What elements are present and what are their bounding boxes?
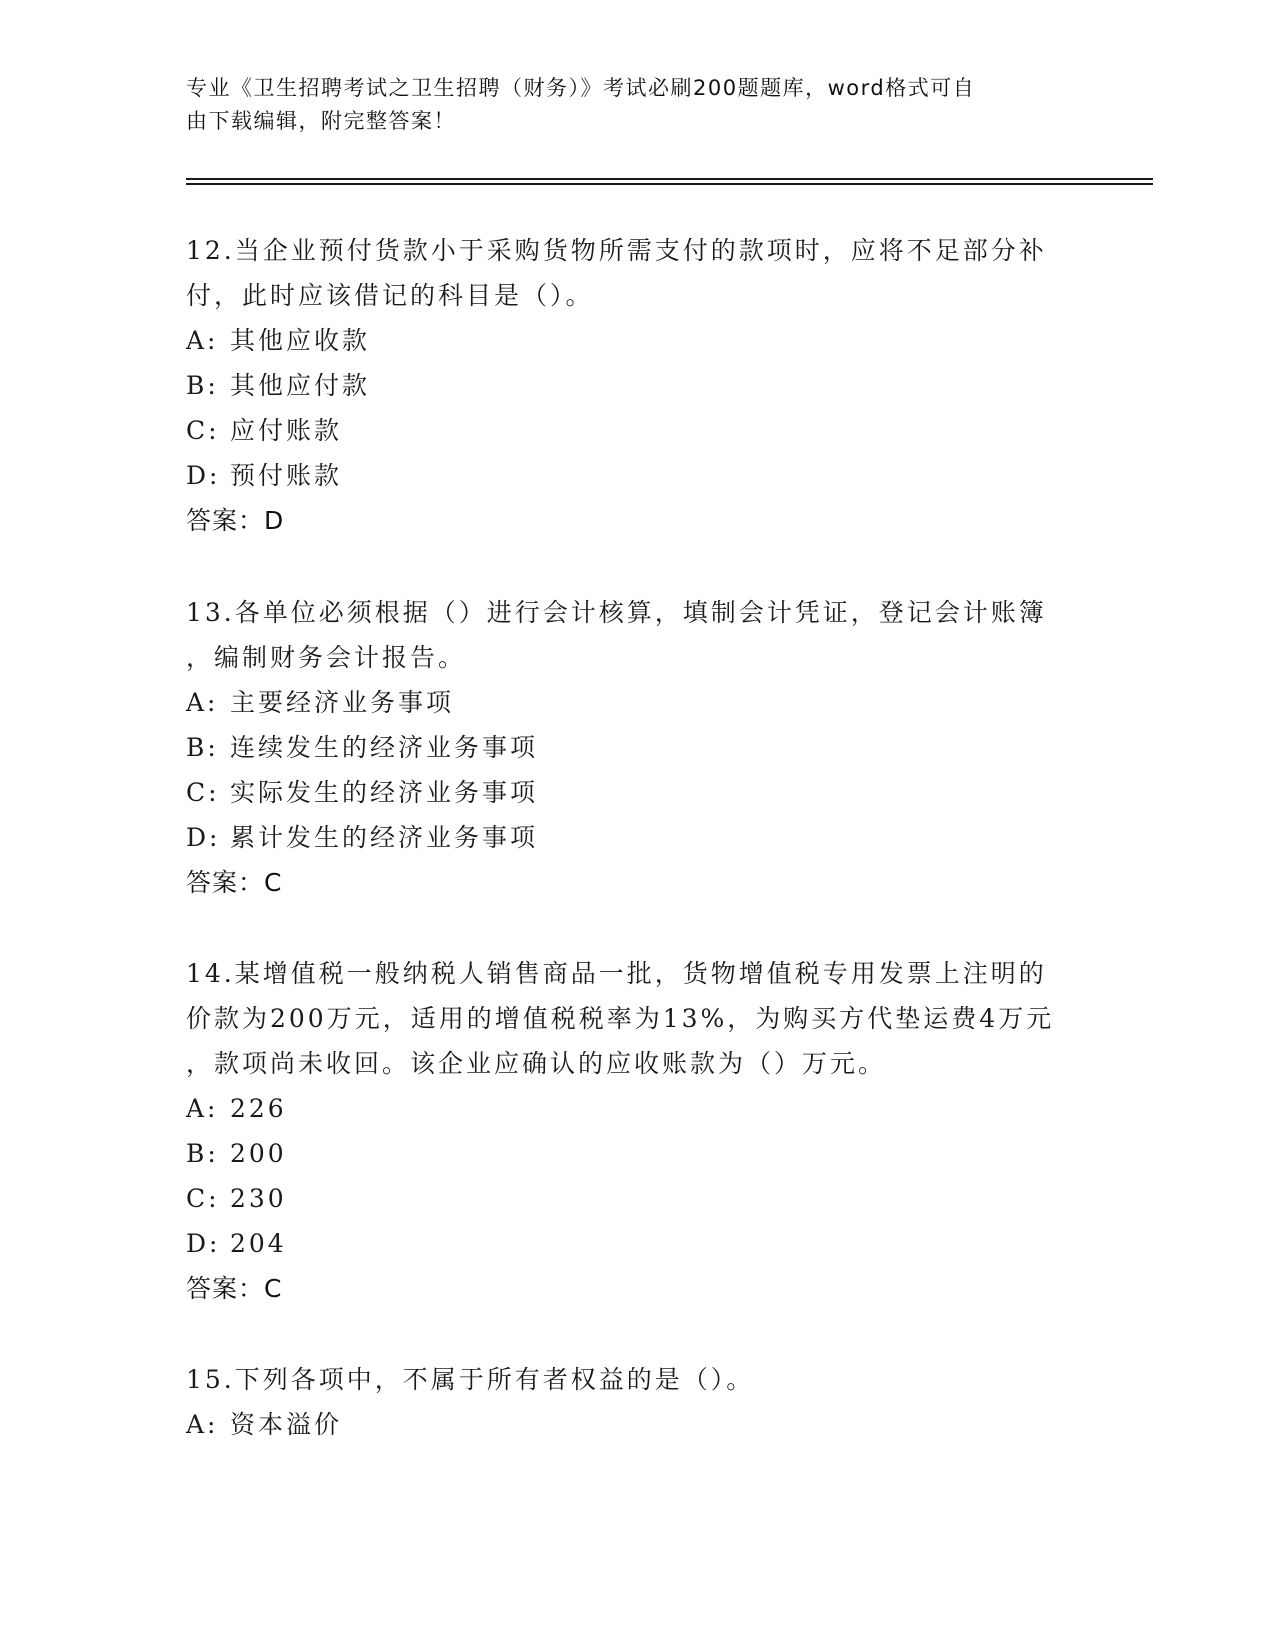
option-text: 204 (230, 1229, 287, 1258)
option-text: 其他应付款 (230, 371, 371, 400)
option-letter: C: (186, 778, 220, 807)
question-stem-line: 13.各单位必须根据（）进行会计核算，填制会计凭证，登记会计账簿 (186, 598, 1047, 627)
header-line-1: 专业《卫生招聘考试之卫生招聘（财务）》考试必刷200题题库，word格式可自 (186, 76, 976, 100)
header-divider-top (186, 178, 1153, 180)
option-letter: B: (186, 1139, 219, 1168)
option-c (186, 1176, 1086, 1221)
option-letter: A: (186, 1094, 219, 1123)
option-letter: D: (186, 461, 221, 490)
option-text: 累计发生的经济业务事项 (230, 823, 539, 852)
option-a (186, 1086, 1086, 1131)
question-stem-line: 15.下列各项中，不属于所有者权益的是（）。 (186, 1365, 755, 1394)
header-line-2: 由下载编辑，附完整答案！ (186, 109, 456, 133)
option-text: 230 (230, 1184, 287, 1213)
answer-line: 答案：C (186, 868, 283, 897)
option-text: 其他应收款 (230, 326, 371, 355)
question-stem-line: 12.当企业预付货款小于采购货物所需支付的款项时，应将不足部分补 (186, 236, 1047, 265)
option-letter: C: (186, 1184, 220, 1213)
header-divider-bottom (186, 183, 1153, 185)
answer-line: 答案：C (186, 1274, 283, 1303)
question-14 (186, 951, 1086, 1311)
option-text: 连续发生的经济业务事项 (230, 733, 539, 762)
question-stem-line: 付，此时应该借记的科目是（）。 (186, 281, 594, 310)
question-stem-line: 14.某增值税一般纳税人销售商品一批，货物增值税专用发票上注明的 (186, 959, 1047, 988)
option-text: 200 (230, 1139, 287, 1168)
option-c (186, 408, 1086, 453)
option-letter: D: (186, 823, 221, 852)
question-13 (186, 590, 1086, 905)
option-letter: D: (186, 1229, 221, 1258)
option-letter: A: (186, 1410, 219, 1439)
option-b (186, 725, 1086, 770)
option-b (186, 363, 1086, 408)
option-letter: B: (186, 733, 219, 762)
answer-line: 答案：D (186, 506, 285, 535)
option-letter: A: (186, 688, 219, 717)
option-a (186, 1402, 1086, 1447)
option-text: 226 (230, 1094, 287, 1123)
question-12 (186, 228, 1086, 543)
option-text: 主要经济业务事项 (230, 688, 455, 717)
question-stem-line: ，编制财务会计报告。 (186, 643, 467, 672)
option-b (186, 1131, 1086, 1176)
option-a (186, 680, 1086, 725)
option-text: 应付账款 (230, 416, 343, 445)
option-text: 资本溢价 (230, 1410, 343, 1439)
option-d (186, 453, 1086, 498)
option-letter: C: (186, 416, 220, 445)
option-letter: B: (186, 371, 219, 400)
option-text: 预付账款 (230, 461, 343, 490)
option-a (186, 318, 1086, 363)
option-d (186, 815, 1086, 860)
option-c (186, 770, 1086, 815)
option-d (186, 1221, 1086, 1266)
question-stem-line: 价款为200万元，适用的增值税税率为13%，为购买方代垫运费4万元 (186, 1004, 1055, 1033)
option-text: 实际发生的经济业务事项 (230, 778, 539, 807)
question-15 (186, 1357, 1086, 1447)
option-letter: A: (186, 326, 219, 355)
question-stem-line: ，款项尚未收回。该企业应确认的应收账款为（）万元。 (186, 1049, 887, 1078)
document-header-note (186, 72, 1066, 138)
